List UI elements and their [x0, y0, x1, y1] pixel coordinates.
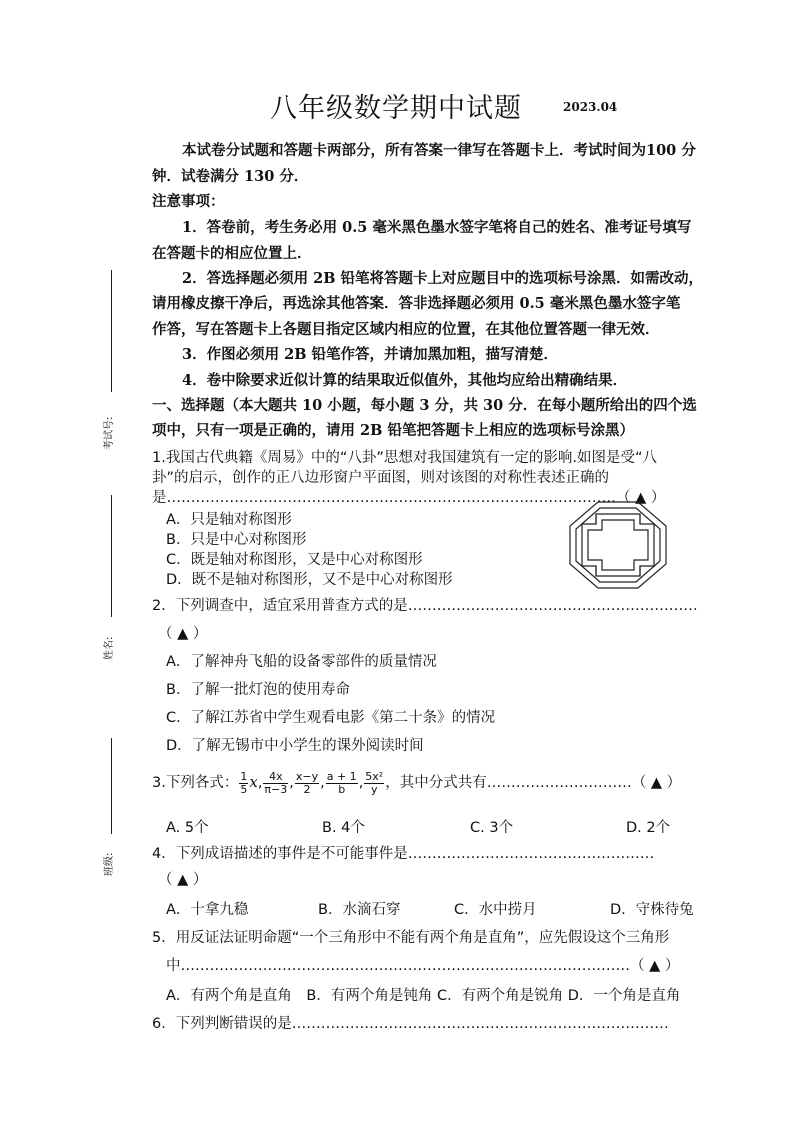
notice-title: 注意事项： — [152, 193, 225, 210]
fraction-5-numerator: 5x² — [365, 769, 384, 783]
section-1-heading-line-1: 一、选择题（本大题共 10 小题，每小题 3 分，共 30 分．在每小题所给出的四个选 — [152, 397, 697, 414]
q3-option-c: C. 3个 — [470, 820, 514, 836]
section-1-heading-line-2: 项中，只有一项是正确的，请用 2B 铅笔把答题卡上相应的选项标号涂黑） — [152, 422, 634, 439]
fraction-4-denominator: b — [338, 782, 346, 796]
fraction-1 — [239, 771, 248, 796]
fraction-3-numerator: x−y — [295, 769, 319, 783]
q4-option-c: C．水中捞月 — [454, 902, 537, 918]
separator-1: , — [257, 775, 263, 791]
binding-line-1 — [111, 270, 112, 392]
octagon-window-figure — [568, 500, 668, 590]
fraction-4 — [326, 771, 358, 796]
q1-option-a: A．只是轴对称图形 — [166, 512, 292, 528]
fraction-2 — [263, 771, 288, 796]
notice-2a: 2．答选择题必须用 2B 铅笔将答题卡上对应题目中的选项标号涂黑．如需改动， — [182, 270, 704, 287]
q4-line-1: 4．下列成语描述的事件是不可能事件是…………………………………………… — [152, 846, 655, 862]
q1-option-d: D．既不是轴对称图形，又不是中心对称图形 — [166, 572, 453, 588]
binding-line-2 — [111, 495, 112, 617]
q3-option-d: D. 2个 — [626, 820, 671, 836]
fraction-4-numerator: a + 1 — [326, 769, 357, 783]
notice-2b: 请用橡皮擦干净后，再选涂其他答案．答非选择题必须用 0.5 毫米黑色墨水签字笔 — [152, 295, 681, 312]
exam-date: 2023.04 — [563, 100, 618, 114]
q4-line-2: （ ▲ ） — [158, 872, 208, 888]
q2-line-2: （ ▲ ） — [158, 626, 208, 642]
variable-x: x — [249, 773, 258, 791]
q3-option-b: B. 4个 — [322, 820, 365, 836]
q1-line-3: 是…………………………………………………………………………………（ ▲ ） — [152, 490, 666, 506]
name-label: 姓名: — [104, 636, 115, 660]
binding-line-3 — [111, 738, 112, 834]
q2-option-c: C．了解江苏省中学生观看电影《第二十条》的情况 — [166, 710, 496, 726]
intro-line-2: 钟．试卷满分 130 分． — [152, 168, 309, 185]
fraction-3 — [295, 771, 319, 796]
fraction-5-denominator: y — [371, 782, 378, 796]
notice-4: 4．卷中除要求近似计算的结果取近似值外，其他均应给出精确结果． — [182, 372, 628, 389]
q3-option-a: A. 5个 — [166, 820, 209, 836]
q5-line-1: 5．用反证法证明命题“一个三角形中不能有两个角是直角”，应先假设这个三角形 — [152, 930, 670, 946]
q4-option-b: B．水滴石穿 — [318, 902, 401, 918]
q5-options: A．有两个角是直角 B．有两个角是钝角 C．有两个角是锐角 D．一个角是直角 — [166, 988, 681, 1004]
fraction-2-denominator: π−3 — [264, 782, 288, 796]
q6-line-1: 6．下列判断错误的是…………………………………………………………………… — [152, 1016, 669, 1032]
q2-line-1: 2．下列调查中，适宜采用普查方式的是…………………………………………………… — [152, 598, 698, 614]
q4-option-a: A．十拿九稳 — [166, 902, 249, 918]
q3-suffix: ，其中分式共有…………………………（ ▲ ） — [385, 775, 682, 791]
separator-3: , — [320, 775, 325, 791]
notice-1b: 在答题卡的相应位置上． — [152, 245, 312, 262]
q5-line-2: 中…………………………………………………………………………………（ ▲ ） — [166, 958, 680, 974]
q1-option-c: C．既是轴对称图形，又是中心对称图形 — [166, 552, 423, 568]
fraction-2-numerator: 4x — [263, 771, 288, 784]
separator-4: , — [358, 775, 364, 791]
intro-line-1: 本试卷分试题和答题卡两部分，所有答案一律写在答题卡上．考试时间为100 分 — [182, 142, 696, 159]
q4-option-d: D．守株待兔 — [610, 902, 694, 918]
page-title: 八年级数学期中试题 — [270, 93, 522, 124]
notice-3: 3．作图必须用 2B 铅笔作答，并请加黑加粗，描写清楚． — [182, 346, 559, 363]
class-label: 班级: — [104, 852, 115, 876]
fraction-5 — [364, 771, 384, 796]
fraction-1-numerator: 1 — [240, 769, 248, 783]
q2-option-a: A．了解神舟飞船的设备零部件的质量情况 — [166, 654, 437, 670]
q1-line-2: 卦”的启示，创作的正八边形窗户平面图，则对该图的对称性表述正确的 — [152, 470, 610, 486]
fraction-1-denominator: 5 — [240, 782, 248, 796]
notice-2c: 作答，写在答题卡上各题目指定区域内相应的位置，在其他位置答题一律无效． — [152, 321, 660, 338]
q2-option-d: D．了解无锡市中小学生的课外阅读时间 — [166, 738, 424, 754]
q3-prefix: 3.下列各式： — [152, 775, 239, 791]
q1-line-1: 1.我国古代典籍《周易》中的“八卦”思想对我国建筑有一定的影响.如图是受“八 — [152, 450, 657, 466]
notice-1a: 1．答卷前，考生务必用 0.5 毫米黑色墨水签字笔将自己的姓名、准考证号填写 — [182, 219, 692, 236]
q3-line — [152, 768, 681, 797]
fraction-3-denominator: 2 — [303, 782, 311, 796]
separator-2: , — [289, 775, 294, 791]
exam-number-label: 考试号: — [104, 416, 115, 450]
q2-option-b: B．了解一批灯泡的使用寿命 — [166, 682, 350, 698]
q1-option-b: B．只是中心对称图形 — [166, 532, 307, 548]
